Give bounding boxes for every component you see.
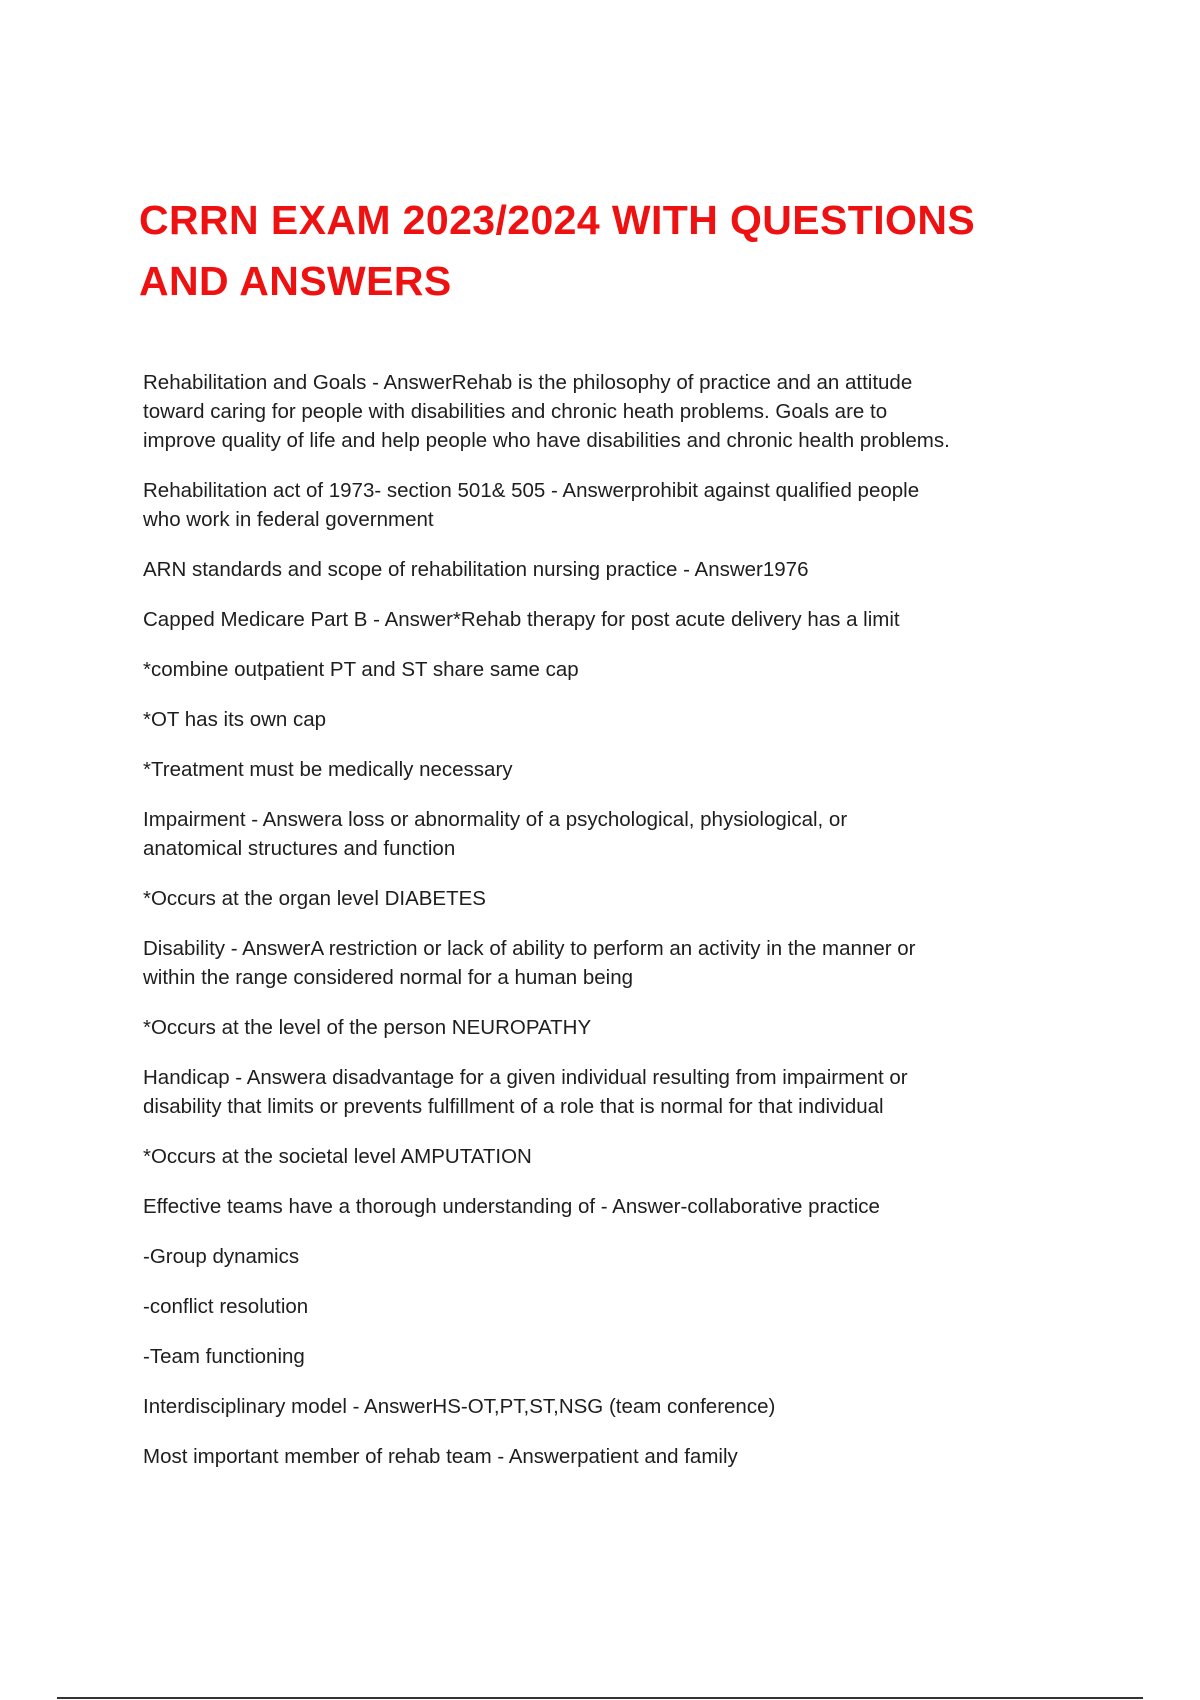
qa-list [143, 368, 1063, 1492]
qa-paragraph: Rehabilitation and Goals - AnswerRehab is the philosophy of practice and an attitude toward caring for people with disabilities and chronic heath problems. Goals are to improve quality of life and help people who have disabilities and chronic health problems. [143, 371, 950, 452]
qa-paragraph: Impairment - Answera loss or abnormality of a psychological, physiological, or anatomical structures and function [143, 808, 848, 860]
qa-paragraph: Handicap - Answera disadvantage for a given individual resulting from impairment or disability that limits or prevents fulfillment of a role that is normal for that individual [143, 1066, 908, 1118]
page-title: CRRN EXAM 2023/2024 WITH QUESTIONS AND ANSWERS [139, 197, 976, 304]
page-bottom-divider [57, 1697, 1143, 1699]
qa-paragraph: ARN standards and scope of rehabilitation nursing practice - Answer1976 [143, 558, 809, 581]
qa-paragraph: *Occurs at the level of the person NEUROPATHY [143, 1016, 592, 1039]
qa-paragraph: Rehabilitation act of 1973- section 501& 505 - Answerprohibit against qualified people who work in federal government [143, 479, 920, 531]
qa-paragraph: *OT has its own cap [143, 708, 327, 731]
qa-paragraph: Capped Medicare Part B - Answer*Rehab therapy for post acute delivery has a limit [143, 608, 900, 631]
qa-paragraph: Disability - AnswerA restriction or lack of ability to perform an activity in the manner or within the range considered normal for a human being [143, 937, 916, 989]
qa-paragraph: *Occurs at the societal level AMPUTATION [143, 1145, 532, 1168]
qa-paragraph: *Treatment must be medically necessary [143, 758, 513, 781]
qa-paragraph: -Group dynamics [143, 1245, 300, 1268]
qa-paragraph: -Team functioning [143, 1345, 305, 1368]
qa-paragraph: Most important member of rehab team - Answerpatient and family [143, 1445, 738, 1468]
qa-paragraph: -conflict resolution [143, 1295, 309, 1318]
qa-paragraph: *Occurs at the organ level DIABETES [143, 887, 486, 910]
qa-paragraph: Interdisciplinary model - AnswerHS-OT,PT,ST,NSG (team conference) [143, 1395, 776, 1418]
qa-paragraph: Effective teams have a thorough understanding of - Answer-collaborative practice [143, 1195, 880, 1218]
qa-paragraph: *combine outpatient PT and ST share same cap [143, 658, 579, 681]
